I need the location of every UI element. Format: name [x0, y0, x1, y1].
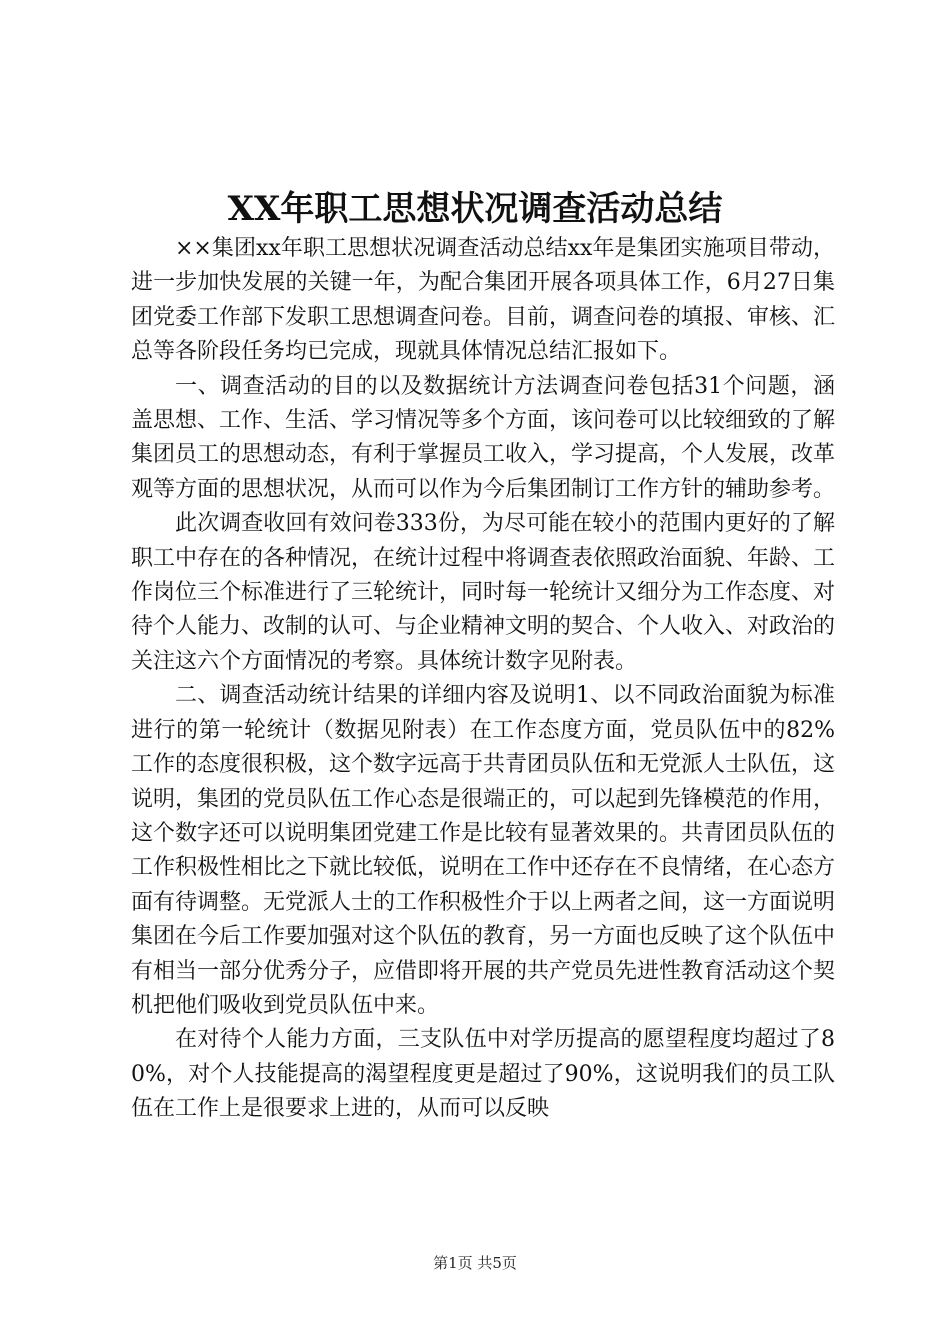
- document-body: [131, 232, 835, 1127]
- paragraph-section-one: 一、调查活动的目的以及数据统计方法调查问卷包括31个问题，涵盖思想、工作、生活、学习情况等多个方面，该问卷可以比较细致的了解集团员工的思想动态，有利于掌握员工收入，学习提高，个人发展，改革观等方面的思想状况，从而可以作为今后集团制订工作方针的辅助参考。: [131, 373, 836, 502]
- paragraph-section-two: 二、调查活动统计结果的详细内容及说明1、以不同政治面貌为标准进行的第一轮统计（数据见附表）在工作态度方面，党员队伍中的82%工作的态度很积极，这个数字远高于共青团员队伍和无党派人士队伍，这说明，集团的党员队伍工作心态是很端正的，可以起到先锋模范的作用，这个数字还可以说明集团党建工作是比较有显著效果的。共青团员队伍的工作积极性相比之下就比较低，说明在工作中还存在不良情绪，在心态方面有待调整。无党派人士的工作积极性介于以上两者之间，这一方面说明集团在今后工作要加强对这个队伍的教育，另一方面也反映了这个队伍中有相当一部分优秀分子，应借即将开展的共产党员先进性教育活动这个契机把他们吸收到党员队伍中来。: [131, 683, 836, 1018]
- page-footer: 第1页 共5页: [433, 1254, 517, 1272]
- paragraph-personal-ability: 在对待个人能力方面，三支队伍中对学历提高的愿望程度均超过了80%，对个人技能提高的渴望程度更是超过了90%，这说明我们的员工队伍在工作上是很要求上进的，从而可以反映: [131, 1027, 835, 1122]
- document-title: XX年职工思想状况调查活动总结: [227, 189, 723, 229]
- paragraph-survey-method: 此次调查收回有效问卷333份，为尽可能在较小的范围内更好的了解职工中存在的各种情况，在统计过程中将调查表依照政治面貌、年龄、工作岗位三个标准进行了三轮统计，同时每一轮统计又细分为工作态度、对待个人能力、改制的认可、与企业精神文明的契合、个人收入、对政治的关注这六个方面情况的考察。具体统计数字见附表。: [131, 511, 836, 674]
- paragraph-intro: ××集团xx年职工思想状况调查活动总结xx年是集团实施项目带动，进一步加快发展的关键一年，为配合集团开展各项具体工作，6月27日集团党委工作部下发职工思想调查问卷。目前，调查问卷的填报、审核、汇总等各阶段任务均已完成，现就具体情况总结汇报如下。: [131, 236, 836, 365]
